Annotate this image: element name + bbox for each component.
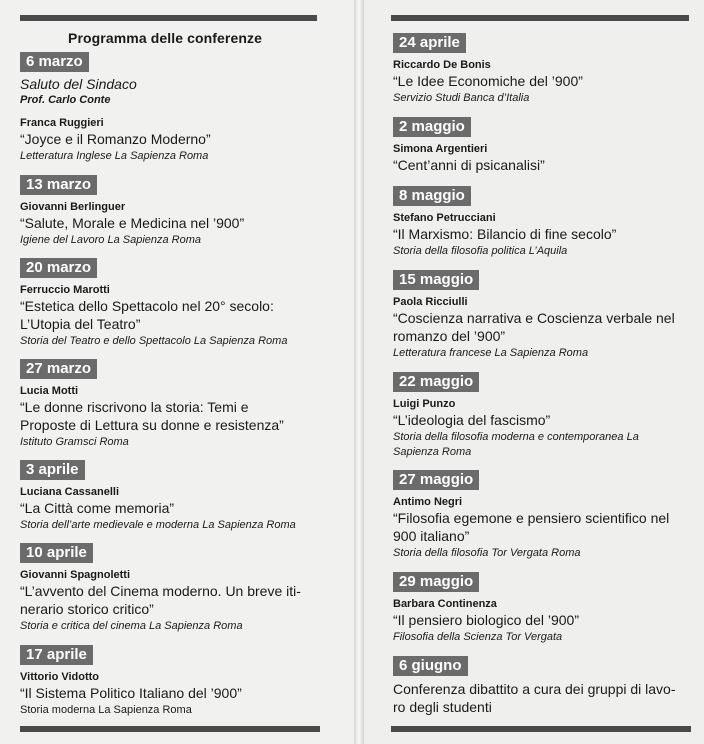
speaker-name: Luciana Cassanelli bbox=[20, 486, 120, 498]
speaker-name: Stefano Petrucciani bbox=[393, 212, 496, 224]
talk-title: “Il Sistema Politico Italiano del ’900” bbox=[20, 685, 242, 701]
speaker-name: Lucia Motti bbox=[20, 385, 79, 397]
talk-title: “Il pensiero biologico del ’900” bbox=[393, 612, 579, 628]
date-badge: 22 maggio bbox=[393, 372, 479, 392]
date-badge: 8 maggio bbox=[393, 186, 471, 206]
affiliation: Letteratura francese La Sapienza Roma bbox=[393, 347, 589, 359]
speaker-name: Luigi Punzo bbox=[393, 398, 456, 410]
talk-title: “L’avvento del Cinema moderno. Un breve iti- bbox=[20, 583, 301, 599]
affiliation: Storia della filosofia politica L’Aquila bbox=[393, 245, 568, 257]
affiliation: Letteratura Inglese La Sapienza Roma bbox=[20, 150, 209, 162]
conference-entry bbox=[20, 52, 211, 163]
bottom-rule-left bbox=[20, 726, 320, 732]
conference-entry bbox=[20, 645, 242, 717]
talk-title: “Cent’anni di psicanalisi” bbox=[393, 157, 545, 173]
date-badge: 6 giugno bbox=[393, 656, 468, 676]
page-fold bbox=[354, 0, 364, 744]
talk-title: Saluto del Sindaco bbox=[20, 76, 137, 92]
conference-entry bbox=[393, 33, 583, 105]
talk-title: “L’ideologia del fascismo” bbox=[393, 412, 551, 428]
talk-title: Conferenza dibattito a cura dei gruppi di lavo- bbox=[393, 681, 676, 697]
conference-entry bbox=[20, 175, 244, 247]
talk-title: “La Città come memoria” bbox=[20, 500, 175, 516]
affiliation: Istituto Gramsci Roma bbox=[20, 436, 129, 448]
top-rule-left bbox=[20, 15, 317, 21]
date-badge: 27 maggio bbox=[393, 470, 479, 490]
affiliation: Storia della filosofia moderna e contemporanea La bbox=[393, 431, 639, 443]
bottom-rule-right bbox=[391, 726, 691, 732]
date-badge: 29 maggio bbox=[393, 572, 479, 592]
talk-title-line2: L’Utopia del Teatro” bbox=[20, 316, 141, 332]
speaker-name: Ferruccio Marotti bbox=[20, 284, 110, 296]
affiliation: Storia dell’arte medievale e moderna La Sapienza Roma bbox=[20, 519, 296, 531]
affiliation: Storia e critica del cinema La Sapienza Roma bbox=[20, 620, 243, 632]
conference-entry bbox=[393, 470, 669, 560]
top-rule-right bbox=[391, 15, 689, 21]
talk-title-line2: nerario storico critico” bbox=[20, 601, 154, 617]
conference-entry bbox=[20, 359, 284, 449]
speaker-name: Antimo Negri bbox=[393, 496, 463, 508]
speaker-name: Giovanni Berlinguer bbox=[20, 201, 126, 213]
talk-title: “Le Idee Economiche del ’900” bbox=[393, 73, 583, 89]
date-badge: 27 marzo bbox=[20, 359, 97, 379]
conference-entry bbox=[20, 258, 287, 348]
date-badge: 24 aprile bbox=[393, 33, 466, 53]
conference-entry bbox=[393, 270, 675, 360]
conference-entry bbox=[393, 372, 639, 459]
affiliation: Storia moderna La Sapienza Roma bbox=[20, 704, 192, 716]
affiliation-line2: Sapienza Roma bbox=[393, 446, 472, 458]
talk-title-line2: Proposte di Lettura su donne e resistenza” bbox=[20, 417, 284, 433]
conference-entry bbox=[393, 656, 676, 716]
talk-title-line2: 900 italiano” bbox=[393, 528, 470, 544]
talk-title-line2: romanzo del ’900” bbox=[393, 328, 506, 344]
speaker-name: Paola Ricciulli bbox=[393, 296, 468, 308]
affiliation: Storia della filosofia Tor Vergata Roma bbox=[393, 547, 581, 559]
talk-title: “Il Marxismo: Bilancio di fine secolo” bbox=[393, 226, 617, 242]
date-badge: 2 maggio bbox=[393, 117, 471, 137]
date-badge: 6 marzo bbox=[20, 52, 89, 72]
speaker-name: Barbara Continenza bbox=[393, 598, 497, 610]
date-badge: 20 marzo bbox=[20, 258, 97, 278]
speaker-name: Simona Argentieri bbox=[393, 143, 488, 155]
talk-title: “Filosofia egemone e pensiero scientifico nel bbox=[393, 510, 670, 526]
date-badge: 15 maggio bbox=[393, 270, 479, 290]
speaker-name: Prof. Carlo Conte bbox=[20, 94, 111, 106]
date-badge: 10 aprile bbox=[20, 543, 93, 563]
affiliation: Igiene del Lavoro La Sapienza Roma bbox=[20, 234, 202, 246]
conference-entry bbox=[20, 460, 296, 532]
conference-entry bbox=[393, 572, 579, 644]
talk-title: “Le donne riscrivono la storia: Temi e bbox=[20, 399, 249, 415]
talk-title: “Salute, Morale e Medicina nel ’900” bbox=[20, 215, 245, 231]
talk-title: “Joyce e il Romanzo Moderno” bbox=[20, 131, 211, 147]
speaker-name: Franca Ruggieri bbox=[20, 117, 104, 129]
affiliation: Servizio Studi Banca d’Italia bbox=[393, 92, 530, 104]
affiliation: Filosofia della Scienza Tor Vergata bbox=[393, 631, 563, 643]
date-badge: 17 aprile bbox=[20, 645, 93, 665]
affiliation: Storia del Teatro e dello Spettacolo La Sapienza Roma bbox=[20, 335, 288, 347]
conference-entry bbox=[393, 186, 616, 258]
page-title: Programma delle conferenze bbox=[68, 30, 262, 46]
talk-title: “Estetica dello Spettacolo nel 20° secolo: bbox=[20, 298, 274, 314]
speaker-name: Vittorio Vidotto bbox=[20, 671, 100, 683]
conference-entry bbox=[393, 117, 545, 174]
speaker-name: Riccardo De Bonis bbox=[393, 59, 491, 71]
talk-title-line2: ro degli studenti bbox=[393, 699, 492, 715]
conference-entry bbox=[20, 543, 301, 633]
speaker-name: Giovanni Spagnoletti bbox=[20, 569, 131, 581]
date-badge: 13 marzo bbox=[20, 175, 97, 195]
talk-title: “Coscienza narrativa e Coscienza verbale nel bbox=[393, 310, 675, 326]
date-badge: 3 aprile bbox=[20, 460, 85, 480]
